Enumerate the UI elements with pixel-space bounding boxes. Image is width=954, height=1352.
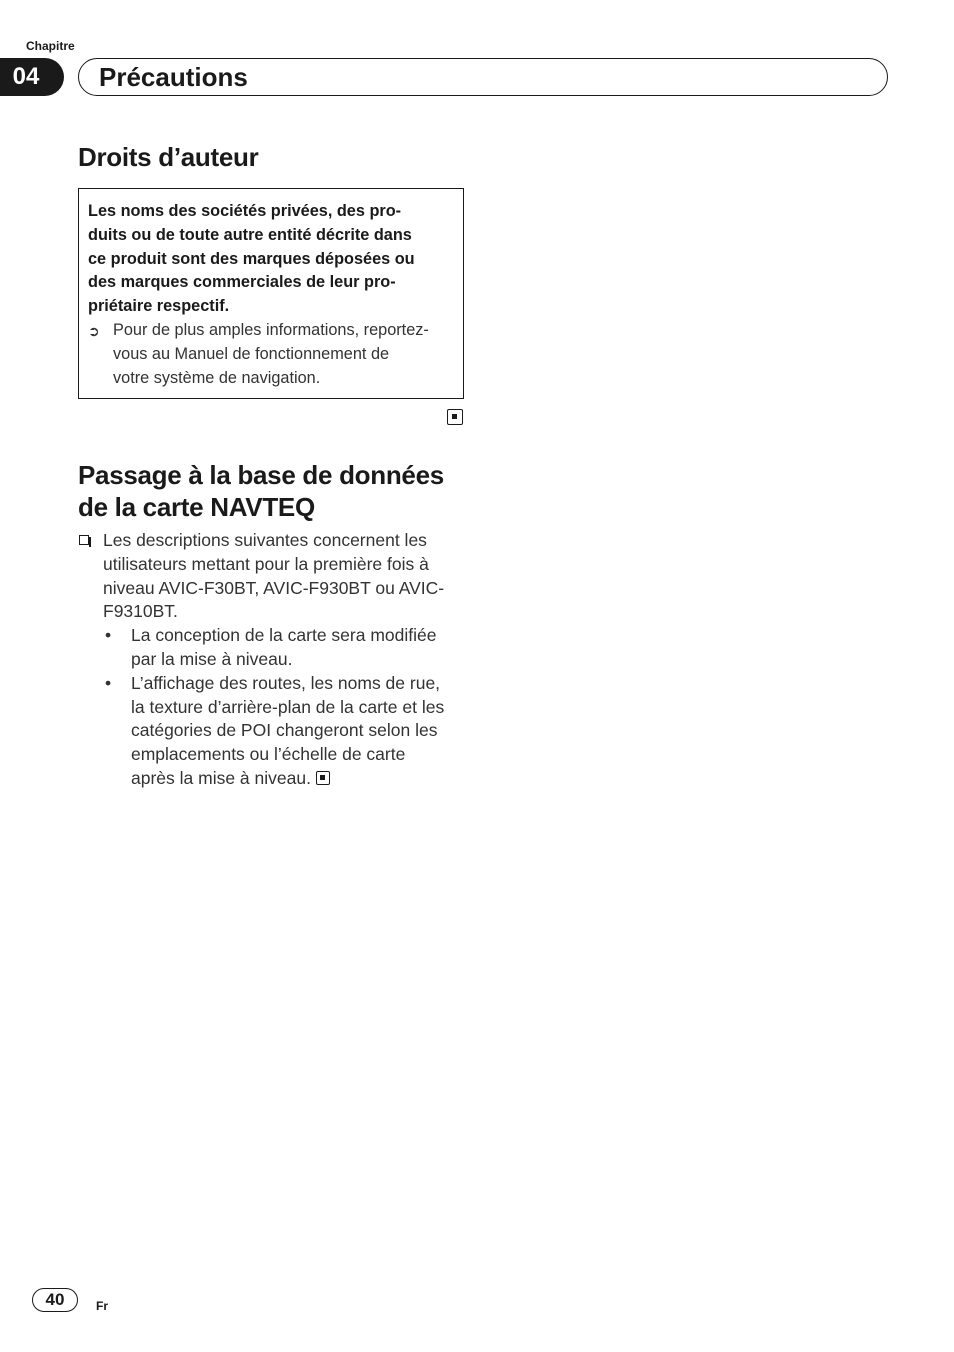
chapter-number-tab: 04 — [0, 58, 64, 96]
text-line: la texture d’arrière-plan de la carte et les — [131, 696, 445, 717]
text-line: emplacements ou l’échelle de carte — [131, 744, 406, 765]
end-mark-icon — [316, 771, 330, 785]
copyright-notice-box — [78, 188, 464, 399]
page-number: 40 — [32, 1288, 78, 1312]
note-row — [78, 529, 468, 624]
text-line: Les noms des sociétés privées, des pro- — [88, 202, 402, 220]
language-label: Fr — [96, 1299, 108, 1313]
text-span: après la mise à niveau. — [131, 767, 311, 788]
bullet-icon: • — [105, 672, 112, 693]
text-line: duits ou de toute autre entité décrite dans — [88, 225, 412, 244]
text-line: priétaire respectif. — [88, 297, 230, 316]
text-line: votre système de navigation. — [113, 368, 321, 387]
chapter-title-bar: Précautions — [78, 58, 888, 96]
heading-line: Passage à la base de données — [78, 460, 444, 490]
heading-line: de la carte NAVTEQ — [78, 492, 315, 522]
section-heading-copyright: Droits d’auteur — [78, 142, 259, 172]
text-line-last — [131, 767, 444, 791]
text-line: F9310BT. — [103, 601, 178, 622]
checkbox-icon — [78, 529, 103, 624]
section-heading-navteq — [78, 459, 478, 523]
bullet-icon: • — [105, 625, 112, 646]
bullet-list — [78, 624, 468, 791]
arrow-right-icon: ➲ — [88, 322, 100, 339]
end-mark-icon — [447, 409, 463, 425]
list-item — [78, 672, 468, 791]
text-line: utilisateurs mettant pour la première fois à — [103, 553, 429, 574]
text-line: Pour de plus amples informations, reportez- — [113, 320, 429, 339]
navteq-note-block — [78, 529, 468, 791]
text-line: ce produit sont des marques déposées ou — [88, 249, 415, 268]
text-line: catégories de POI changeront selon les — [131, 720, 438, 741]
text-line: La conception de la carte sera modifiée — [131, 625, 437, 646]
chapter-label: Chapitre — [26, 39, 75, 53]
arrow-note — [88, 319, 455, 390]
list-item — [78, 624, 468, 672]
text-line: niveau AVIC-F30BT, AVIC-F930BT ou AVIC- — [103, 577, 445, 598]
text-line: des marques commerciales de leur pro- — [88, 273, 396, 292]
text-line: vous au Manuel de fonctionnement de — [113, 344, 390, 363]
text-line: par la mise à niveau. — [131, 648, 293, 669]
text-line: Les descriptions suivantes concernent les — [103, 530, 427, 550]
text-line: L’affichage des routes, les noms de rue, — [131, 672, 441, 693]
copyright-bold-text — [88, 200, 455, 319]
